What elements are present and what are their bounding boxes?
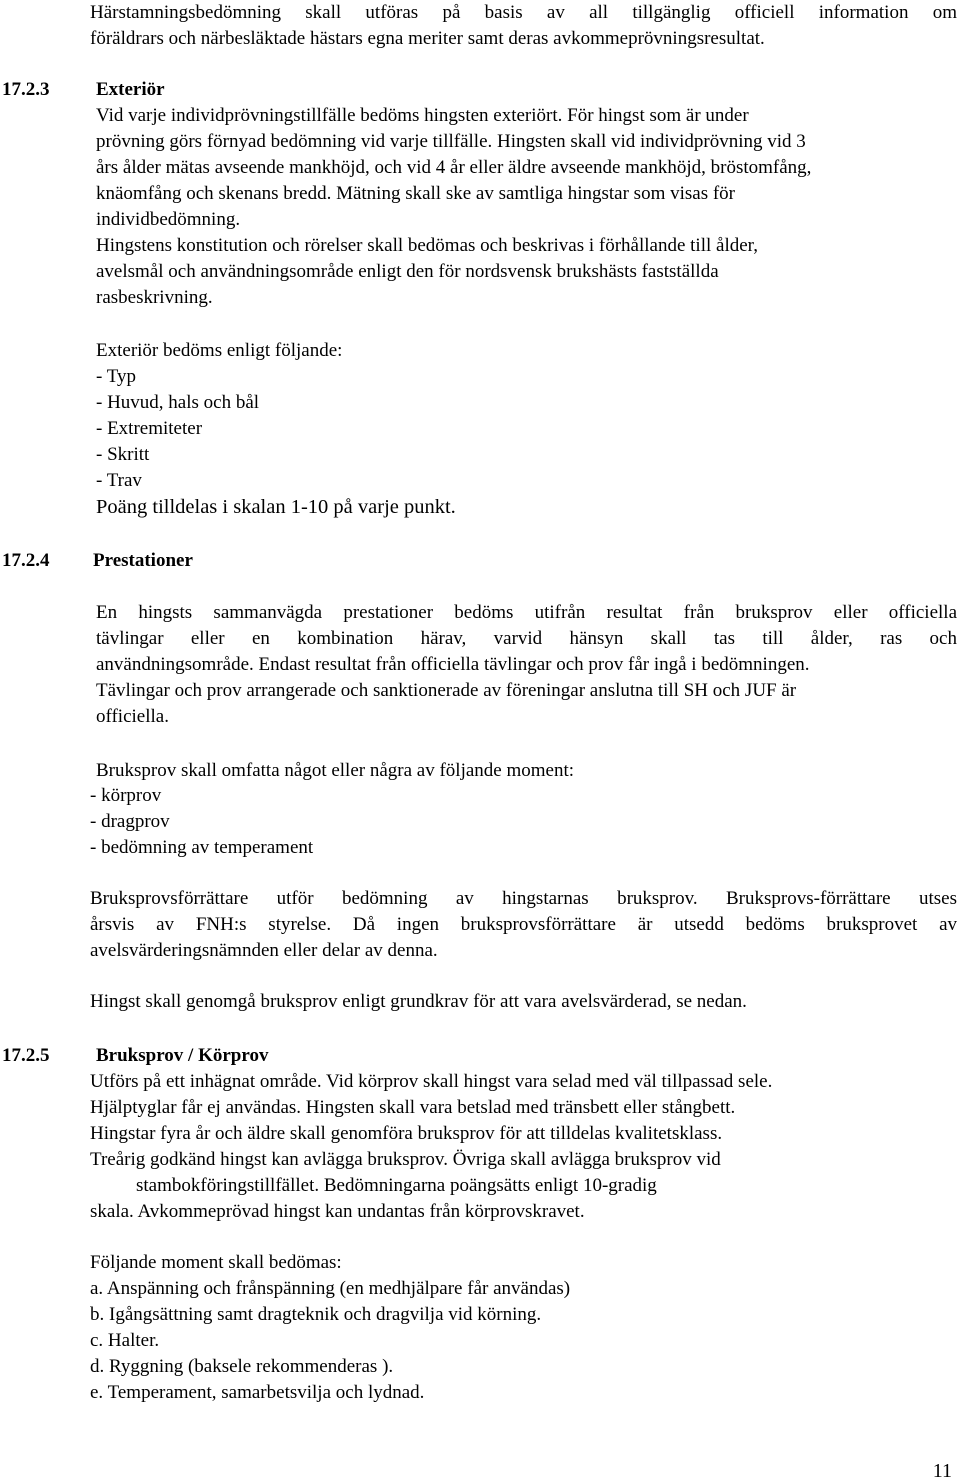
exterior-list-intro: Exteriör bedöms enligt följande:	[96, 340, 343, 361]
exterior-line-3: års ålder mätas avseende mankhöjd, och vid 4 år eller äldre avseende mankhöjd, bröstomfång,	[96, 157, 812, 178]
moment-list-item: e. Temperament, samarbetsvilja och lydnad.	[90, 1382, 425, 1403]
performance-p2-line-2: årsvis av FNH:s styrelse. Då ingen bruksprovsförrättare är utsedd bedöms bruksprovet av	[90, 914, 957, 935]
exterior-list-item: - Huvud, hals och bål	[96, 392, 260, 413]
exterior-line-7: avelsmål och användningsområde enligt den för nordsvensk brukshästs fastställda	[96, 261, 719, 282]
exterior-list-item: - Skritt	[96, 444, 150, 465]
exterior-line-6: Hingstens konstitution och rörelser skall bedömas och beskrivas i förhållande till ålder,	[96, 235, 758, 256]
performance-p1-line-5: officiella.	[96, 706, 169, 727]
korprov-line-1: Utförs på ett inhägnat område. Vid körprov skall hingst vara selad med väl tillpassad sele.	[90, 1071, 773, 1092]
moment-list-item: a. Anspänning och frånspänning (en medhjälpare får användas)	[90, 1278, 571, 1299]
korprov-line-6: skala. Avkommeprövad hingst kan undantas från körprovskravet.	[90, 1201, 585, 1222]
performance-p1-line-3: användningsområde. Endast resultat från officiella tävlingar och prov får ingå i bedömningen.	[96, 654, 810, 675]
bruksprov-list-item: - körprov	[90, 785, 162, 806]
exterior-line-8: rasbeskrivning.	[96, 287, 213, 308]
exterior-line-2: prövning görs förnyad bedömning vid varje tillfälle. Hingsten skall vid individprövning vid 3	[96, 131, 806, 152]
korprov-line-4: Treårig godkänd hingst kan avlägga bruksprov. Övriga skall avlägga bruksprov vid	[90, 1149, 721, 1170]
intro-line-1: Härstamningsbedömning skall utföras på basis av all tillgänglig officiell information om	[90, 2, 957, 23]
exterior-line-4: knäomfång och skenans bredd. Mätning skall ske av samtliga hingstar som visas för	[96, 183, 736, 204]
bruksprov-list-intro: Bruksprov skall omfatta något eller några av följande moment:	[96, 760, 575, 781]
performance-p1-line-4: Tävlingar och prov arrangerade och sanktionerade av föreningar anslutna till SH och JUF är	[96, 680, 797, 701]
section-number-17-2-5: 17.2.5	[2, 1045, 50, 1066]
moment-list-intro: Följande moment skall bedömas:	[90, 1252, 342, 1273]
moment-list-item: b. Igångsättning samt dragteknik och dragvilja vid körning.	[90, 1304, 542, 1325]
performance-p2-line-1: Bruksprovsförrättare utför bedömning av hingstarnas bruksprov. Bruksprovs-förrättare utses	[90, 888, 957, 909]
exterior-line-1: Vid varje individprövningstillfälle bedöms hingsten exteriört. För hingst som är under	[96, 105, 749, 126]
moment-list-item: d. Ryggning (baksele rekommenderas ).	[90, 1356, 394, 1377]
exterior-line-5: individbedömning.	[96, 209, 241, 230]
bruksprov-list-item: - bedömning av temperament	[90, 837, 314, 858]
korprov-line-2: Hjälptyglar får ej användas. Hingsten skall vara betslad med tränsbett eller stångbett.	[90, 1097, 736, 1118]
moment-list-item: c. Halter.	[90, 1330, 160, 1351]
page-number: 11	[932, 1460, 952, 1482]
performance-p1-line-1: En hingsts sammanvägda prestationer bedöms utifrån resultat från bruksprov eller officiella	[96, 602, 957, 623]
exterior-list-item: - Typ	[96, 366, 137, 387]
intro-line-2: föräldrars och närbesläktade hästars egna meriter samt deras avkommeprövningsresultat.	[90, 28, 765, 49]
section-heading-bruksprov-korprov: Bruksprov / Körprov	[96, 1045, 269, 1066]
performance-p3: Hingst skall genomgå bruksprov enligt grundkrav för att vara avelsvärderad, se nedan.	[90, 991, 747, 1012]
korprov-line-5: stambokföringstillfället. Bedömningarna poängsätts enligt 10-gradig	[136, 1175, 657, 1196]
performance-p2-line-3: avelsvärderingsnämnden eller delar av denna.	[90, 940, 438, 961]
korprov-line-3: Hingstar fyra år och äldre skall genomföra bruksprov för att tilldelas kvalitetsklass.	[90, 1123, 723, 1144]
section-number-17-2-4: 17.2.4	[2, 550, 50, 571]
exterior-points-note: Poäng tilldelas i skalan 1-10 på varje punkt.	[96, 496, 456, 518]
performance-p1-line-2: tävlingar eller en kombination härav, varvid hänsyn skall tas till ålder, ras och	[96, 628, 957, 649]
exterior-list-item: - Trav	[96, 470, 142, 491]
section-heading-exterior: Exteriör	[96, 79, 165, 100]
section-heading-performance: Prestationer	[93, 550, 193, 571]
bruksprov-list-item: - dragprov	[90, 811, 170, 832]
section-number-17-2-3: 17.2.3	[2, 79, 50, 100]
exterior-list-item: - Extremiteter	[96, 418, 203, 439]
